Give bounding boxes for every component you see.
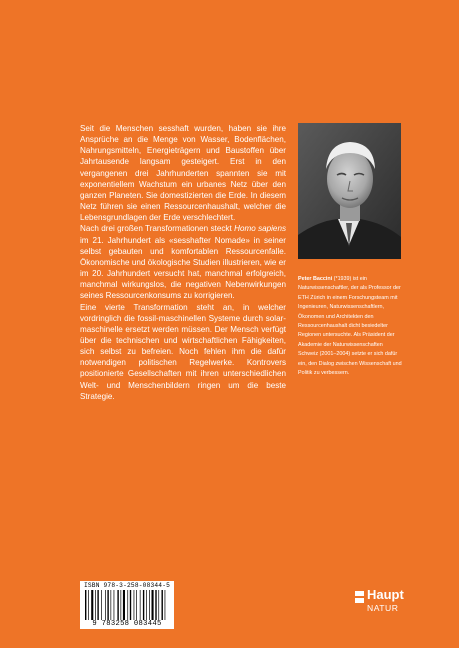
author-portrait-image xyxy=(298,123,401,259)
author-name: Peter Baccini xyxy=(298,276,333,282)
blurb-paragraph-3: Eine vierte Transformation steht an, in welcher vordringlich die fossil-maschinellen Systeme durch solar-maschinelle ersetzt werden müssen. Der Mensch verfügt über die technischen und wirtschaftlichen Fähigkeiten, sich selbst zu befreien. Noch fehlen ihm die dafür notwendigen politischen Regelwerke. Kontrovers positionierte Gesellschaften mit ihren unterschiedlichen Welt- und Menschenbildern ringen um die beste Strategie. xyxy=(80,302,286,401)
publisher-mark-icon xyxy=(355,591,364,603)
blurb-paragraph-1: Seit die Menschen sesshaft wurden, haben sie ihre Ansprüche an die Menge von Wasser, Bodenflächen, Nahrungsmitteln, Energieträgern und Baustoffen über Jahrtausende langsam gesteigert. Erst in den vergangenen drei Jahrhunderten spannten sie mit exponentiellem Wachstum ein urbanes Netz über den ganzen Planeten. Sie domestizierten die Erde. In diesem Netz führen sie einen Ressourcenhaushalt, welcher die Lebensgrundlagen der Erde verschlechtert. xyxy=(80,124,286,223)
barcode-label xyxy=(80,581,174,629)
publisher-logo xyxy=(355,589,415,621)
author-photo xyxy=(298,123,401,259)
blurb-p2-start: Nach drei großen Transformationen steckt xyxy=(80,224,235,234)
back-cover-blurb xyxy=(80,123,286,402)
blurb-paragraph-2 xyxy=(80,223,286,301)
barcode-digits: 9 783258 083445 xyxy=(92,620,162,628)
blurb-p2-end: im 21. Jahrhundert als «sesshafter Nomade» in seiner selbst gebauten und komfortablen Ressourcenfalle. Ökonomische und ökologische Studien illustrieren, wie er im 20. Jahrhundert versucht hat, manchmal erfolgreich, manchmal wirkungslos, die negativen Nebenwirkungen seines Ressourcenkonsums zu korrigieren. xyxy=(80,235,286,301)
barcode-bars xyxy=(85,590,169,620)
publisher-imprint: NATUR xyxy=(367,603,399,613)
isbn-text: ISBN 978-3-258-08344-5 xyxy=(83,582,171,589)
publisher-name: Haupt xyxy=(367,587,404,602)
author-bio xyxy=(298,275,404,378)
blurb-p2-species: Homo sapiens xyxy=(234,224,286,234)
author-bio-text: (*1939) ist ein Naturwissenschaftler, der als Professor der ETH Zürich in einem Forschungsteam mit Ingenieuren, Naturwissenschaftlern, Ökonomen und Architekten den Ressourcenhaushalt dicht besiedelter Regionen untersuchte. Als Präsident der Akademie der Naturwissenschaften Schweiz (2001–2004) setzte er sich dafür ein, den Dialog zwischen Wissenschaft und Politik zu verbessern. xyxy=(298,276,402,377)
